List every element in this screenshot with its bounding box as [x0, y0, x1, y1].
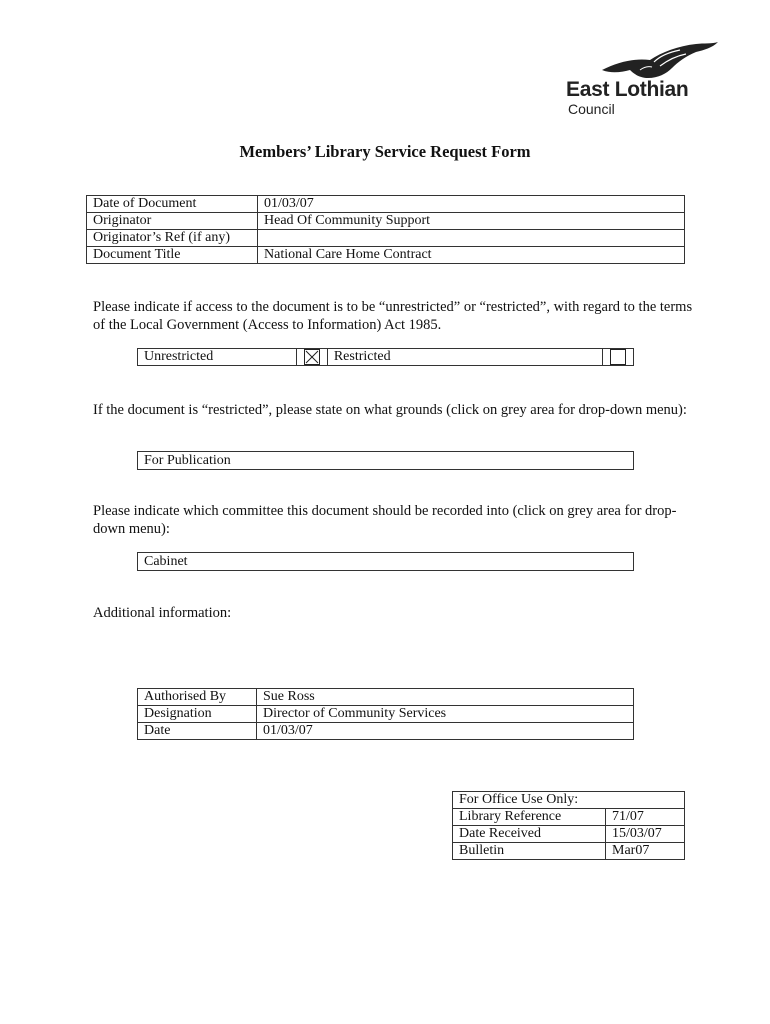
date-received-value[interactable]: 15/03/07	[606, 826, 685, 843]
table-row	[138, 689, 634, 706]
designation-label: Designation	[138, 706, 257, 723]
originator-ref-value[interactable]	[258, 230, 685, 247]
additional-info-label: Additional information:	[93, 605, 232, 621]
eagle-logo-icon	[600, 40, 720, 82]
date-of-document-value[interactable]: 01/03/07	[258, 196, 685, 213]
table-row	[453, 826, 685, 843]
document-title-label: Document Title	[87, 247, 258, 264]
authorised-by-label: Authorised By	[138, 689, 257, 706]
checked-x-icon	[305, 350, 319, 364]
restricted-checkbox[interactable]	[610, 349, 626, 365]
form-title: Members’ Library Service Request Form	[239, 142, 531, 161]
access-choice-table	[137, 348, 634, 366]
table-row	[453, 809, 685, 826]
table-row	[87, 230, 685, 247]
originator-label: Originator	[87, 213, 258, 230]
logo-name: East Lothian	[566, 78, 689, 101]
grounds-question-text: If the document is “restricted”, please state on what grounds (click on grey area for drop-down menu):	[93, 402, 687, 418]
date-value[interactable]: 01/03/07	[257, 723, 634, 740]
bulletin-label: Bulletin	[453, 843, 606, 860]
date-label: Date	[138, 723, 257, 740]
authorised-by-value[interactable]: Sue Ross	[257, 689, 634, 706]
document-title-value[interactable]: National Care Home Contract	[258, 247, 685, 264]
grounds-dropdown[interactable]	[137, 451, 634, 470]
table-row	[87, 247, 685, 264]
designation-value[interactable]: Director of Community Services	[257, 706, 634, 723]
table-row	[138, 706, 634, 723]
committee-dropdown[interactable]	[137, 552, 634, 571]
originator-ref-label: Originator’s Ref (if any)	[87, 230, 258, 247]
table-row	[453, 843, 685, 860]
unrestricted-label: Unrestricted	[138, 349, 297, 366]
grounds-dropdown-value: For Publication	[144, 453, 231, 468]
office-use-heading: For Office Use Only:	[453, 792, 685, 809]
table-row	[138, 349, 634, 366]
east-lothian-council-logo	[560, 40, 720, 120]
document-details-table	[86, 195, 685, 264]
library-reference-value[interactable]: 71/07	[606, 809, 685, 826]
unrestricted-checkbox-cell	[296, 349, 327, 366]
authorisation-table	[137, 688, 634, 740]
restricted-checkbox-cell	[603, 349, 634, 366]
table-row	[453, 792, 685, 809]
access-question-text: Please indicate if access to the document is to be “unrestricted” or “restricted”, with regard to the terms of the Local Government (Access to Information) Act 1985.	[93, 299, 693, 333]
table-row	[138, 723, 634, 740]
originator-value[interactable]: Head Of Community Support	[258, 213, 685, 230]
office-use-table	[452, 791, 685, 860]
logo-subtitle: Council	[568, 101, 615, 117]
unrestricted-checkbox[interactable]	[304, 349, 320, 365]
table-row	[87, 196, 685, 213]
library-reference-label: Library Reference	[453, 809, 606, 826]
committee-dropdown-value: Cabinet	[144, 554, 188, 569]
restricted-label: Restricted	[327, 349, 602, 366]
bulletin-value[interactable]: Mar07	[606, 843, 685, 860]
committee-question-text: Please indicate which committee this document should be recorded into (click on grey area for drop-down menu):	[93, 503, 677, 537]
date-received-label: Date Received	[453, 826, 606, 843]
date-of-document-label: Date of Document	[87, 196, 258, 213]
table-row	[87, 213, 685, 230]
